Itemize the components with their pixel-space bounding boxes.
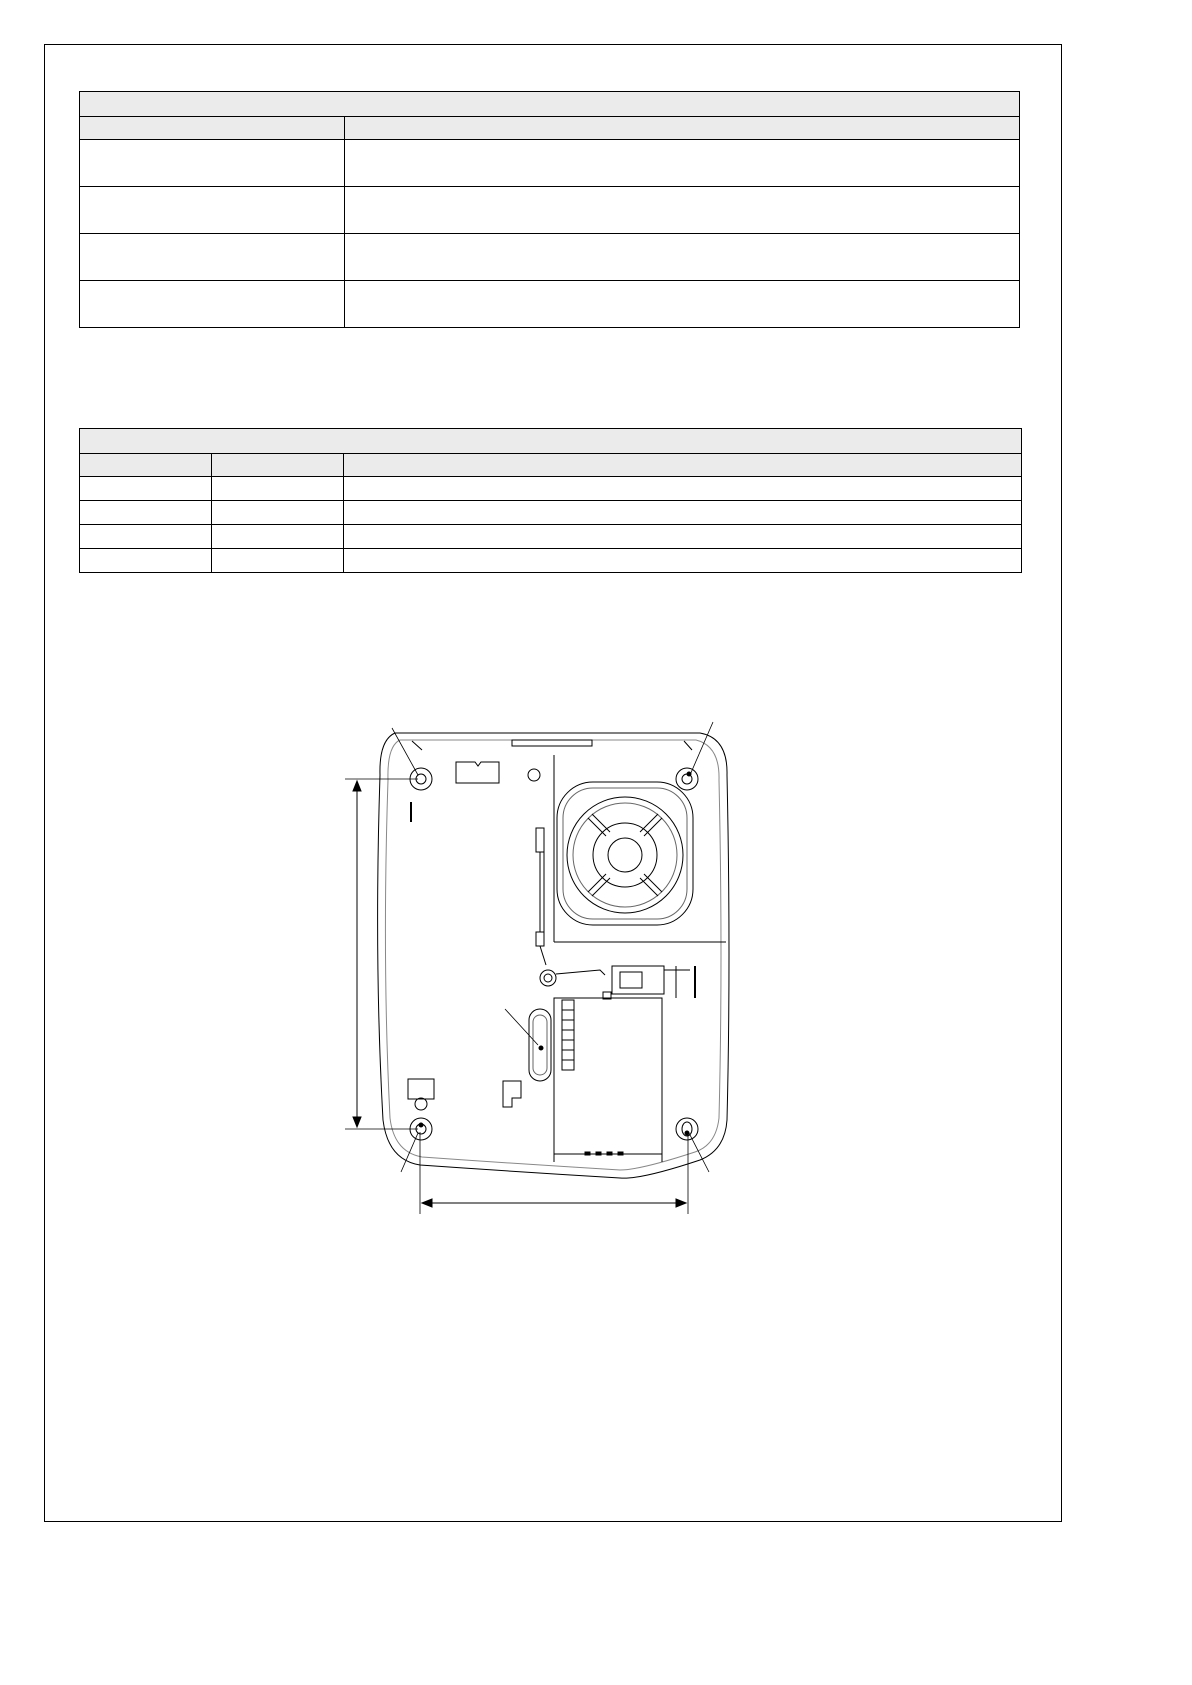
- table-cell: [80, 525, 212, 549]
- connector-icon: [456, 762, 499, 783]
- circuit-board: [554, 998, 662, 1162]
- small-hole: [415, 1098, 427, 1110]
- table-row: [80, 549, 1022, 573]
- table-1-title: [80, 92, 1020, 117]
- table-2-header-col-1: [80, 454, 212, 477]
- vertical-dimension: [345, 779, 418, 1129]
- table-cell: [80, 281, 345, 328]
- table-cell: [345, 281, 1020, 328]
- table-row: [80, 140, 1020, 187]
- table-row: [80, 501, 1022, 525]
- table-cell: [80, 501, 212, 525]
- table-cell: [344, 549, 1022, 573]
- table-cell: [345, 234, 1020, 281]
- table-cell: [80, 187, 345, 234]
- table-row: [80, 525, 1022, 549]
- top-notch-left: [412, 741, 422, 750]
- table-cell: [344, 477, 1022, 501]
- table-row: [80, 187, 1020, 234]
- top-notch-right: [684, 741, 692, 750]
- table-1-header-col-1: [80, 117, 345, 140]
- table-cell: [80, 549, 212, 573]
- speaker-wire: [536, 828, 546, 965]
- table-2-title: [80, 429, 1022, 454]
- table-cell: [80, 477, 212, 501]
- tamper-block: [408, 1079, 434, 1099]
- specification-table-2: [79, 428, 1022, 573]
- specification-table-1: [79, 91, 1020, 328]
- table-cell: [212, 549, 344, 573]
- table-cell: [212, 525, 344, 549]
- tamper-clip: [503, 1081, 521, 1107]
- housing-inner-outline: [385, 740, 721, 1170]
- table-cell: [345, 140, 1020, 187]
- table-cell: [80, 140, 345, 187]
- table-cell: [345, 187, 1020, 234]
- table-cell: [212, 501, 344, 525]
- top-clip: [512, 740, 592, 746]
- leader-top-left-hole: [392, 728, 418, 775]
- table-cell: [344, 501, 1022, 525]
- table-row: [80, 477, 1022, 501]
- tamper-slot: [529, 1009, 551, 1081]
- table-row: [80, 234, 1020, 281]
- connector-icon: [540, 966, 695, 999]
- screw-hole-icon: [676, 768, 698, 790]
- table-row: [80, 281, 1020, 328]
- table-cell: [212, 477, 344, 501]
- housing-mounting-diagram: [330, 715, 740, 1220]
- table-2-header-col-3: [344, 454, 1022, 477]
- table-cell: [344, 525, 1022, 549]
- table-2-header-col-2: [212, 454, 344, 477]
- terminal-block-icon: [562, 1000, 574, 1070]
- screw-hole-icon: [676, 1118, 698, 1140]
- table-cell: [80, 234, 345, 281]
- leader-bottom-left-hole: [401, 1133, 418, 1172]
- small-hole: [528, 769, 540, 781]
- leader-top-right-hole: [690, 722, 713, 775]
- housing-outline: [378, 733, 729, 1178]
- speaker-grille-icon: [554, 755, 726, 942]
- table-1-header-col-2: [345, 117, 1020, 140]
